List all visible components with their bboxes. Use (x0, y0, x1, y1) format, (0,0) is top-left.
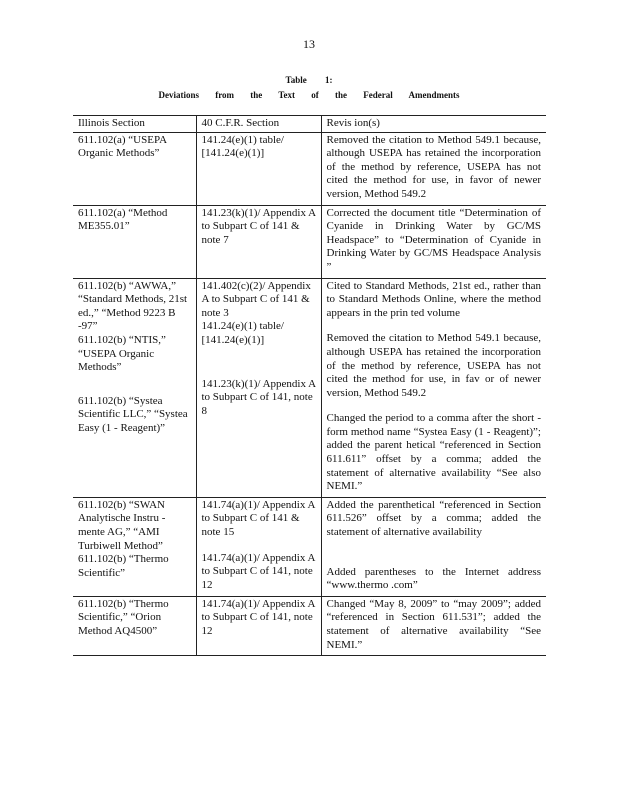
revision-cell: Added the parenthetical “referenced in Section 611.526” offset by a comma; added the statement of alternative availability Added parentheses to the Internet address “www.thermo .com” (321, 497, 546, 596)
table-title: Table 1: (285, 75, 333, 85)
table-subtitle: Deviations from the Text of the Federal Amendments (158, 90, 460, 100)
header-revisions: Revis ion(s) (321, 116, 546, 133)
header-illinois-section: Illinois Section (73, 116, 196, 133)
entry-awwa: 611.102(b) “AWWA,” “Standard Methods, 21st ed.,” “Method 9223 B -97” (78, 279, 188, 333)
table-row (73, 205, 546, 278)
revision-cell: Removed the citation to Method 549.1 because, although USEPA has retained the incorporation of the method by reference, USEPA has not cited the method for use, in favor of newer version, Method 549.2 (321, 132, 546, 205)
table-row (73, 132, 546, 205)
table-row (73, 596, 546, 655)
entry-swan: 611.102(b) “SWAN Analytische Instru - mente AG,” “AMI Turbiwell Method” (78, 498, 166, 552)
table-caption (0, 73, 618, 103)
illinois-section-cell (73, 278, 196, 497)
entry-systea: 611.102(b) “Systea Scientific LLC,” “Systea Easy (1 - Reagent)” (78, 394, 188, 434)
illinois-section-cell: 611.102(a) “USEPA Organic Methods” (73, 132, 196, 205)
illinois-section-cell (73, 497, 196, 596)
revision-cell: Corrected the document title “Determination of Cyanide in Drinking Water by GC/MS Headspace” to “Determination of Cyanide in Drinking Water by GC/MS Headspace Analysis ” (321, 205, 546, 278)
revision-cell: Cited to Standard Methods, 21st ed., rather than to Standard Methods Online, where the method appears in the prin ted volume Removed the citation to Method 549.1 because, although USEPA has retained the incorporation of the method by reference, USEPA has not cited the method for use, in fav or of newer version, Method 549.2 Changed the period to a comma after the short -form method name “Systea Easy (1 - Reagent)”; added the parent hetical “referenced in Section 611.611” offset by a comma; added the statement of alternative availability “See also NEMI.” (321, 278, 546, 497)
table-header-row (73, 116, 546, 133)
header-cfr-section: 40 C.F.R. Section (196, 116, 321, 133)
deviations-table (73, 115, 546, 656)
cfr-section-cell: 141.402(c)(2)/ Appendix A to Subpart C of 141 & note 3 141.24(e)(1) table/ [141.24(e)(1)] 141.23(k)(1)/ Appendix A to Subpart C of 141, note 8 (196, 278, 321, 497)
entry-ntis: 611.102(b) “NTIS,” “USEPA Organic Methods” (78, 333, 166, 374)
cfr-section-cell: 141.23(k)(1)/ Appendix A to Subpart C of 141 & note 7 (196, 205, 321, 278)
illinois-section-cell: 611.102(a) “Method ME355.01” (73, 205, 196, 278)
page-number: 13 (303, 37, 315, 51)
entry-thermo: 611.102(b) “Thermo Scientific” (78, 553, 169, 579)
cfr-section-cell: 141.24(e)(1) table/ [141.24(e)(1)] (196, 132, 321, 205)
table-row-group (73, 278, 546, 497)
cfr-section-cell: 141.74(a)(1)/ Appendix A to Subpart C of 141, note 12 (196, 596, 321, 655)
illinois-section-cell: 611.102(b) “Thermo Scientific,” “Orion Method AQ4500” (73, 596, 196, 655)
cfr-section-cell: 141.74(a)(1)/ Appendix A to Subpart C of 141 & note 15 141.74(a)(1)/ Appendix A to Subpart C of 141, note 12 (196, 497, 321, 596)
revision-cell: Changed “May 8, 2009” to “may 2009”; added “referenced in Section 611.531”; added the statement of alternative availability “See NEMI.” (321, 596, 546, 655)
table-row-group (73, 497, 546, 596)
